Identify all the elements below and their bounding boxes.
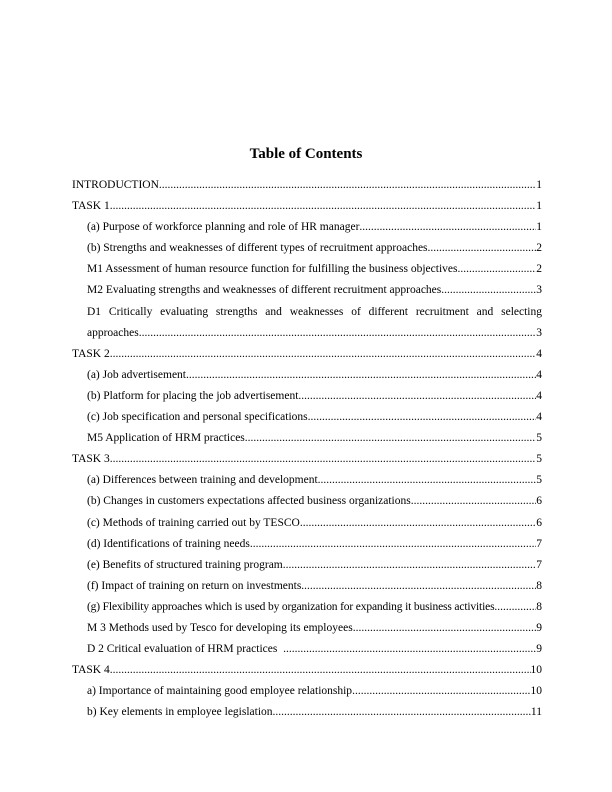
toc-entry-label: M5 Application of HRM practices <box>87 432 245 445</box>
toc-entry-label: TASK 1 <box>72 200 110 213</box>
dot-leader <box>110 660 531 681</box>
toc-entry-page: 11 <box>530 706 542 719</box>
toc-entry-task-3[interactable] <box>72 449 542 470</box>
dot-leader <box>273 702 531 723</box>
toc-entry-3f[interactable] <box>72 576 542 597</box>
toc-entry-2c[interactable] <box>72 407 542 428</box>
dot-leader <box>359 217 536 238</box>
toc-entry-page: 2 <box>536 242 542 255</box>
toc-entry-page: 10 <box>530 685 542 698</box>
toc-entry-page: 6 <box>536 516 542 529</box>
toc-entry-3c[interactable] <box>72 513 542 534</box>
toc-entry-page: 1 <box>536 221 542 234</box>
dot-leader <box>458 259 537 280</box>
toc-entry-introduction[interactable] <box>72 175 542 196</box>
toc-entry-page: 2 <box>536 263 542 276</box>
toc-entry-page: 9 <box>536 621 542 634</box>
toc-entry-label: (a) Job advertisement <box>87 368 186 381</box>
toc-entry-label: (b) Changes in customers expectations affected business organizations <box>87 495 411 508</box>
dot-leader <box>110 344 537 365</box>
dot-leader <box>283 639 536 660</box>
toc-entry-label: a) Importance of maintaining good employee relationship <box>87 685 353 698</box>
dot-leader <box>428 238 537 259</box>
dot-leader <box>298 386 536 407</box>
dot-leader <box>300 513 536 534</box>
toc-entry-label: (a) Differences between training and development <box>87 474 318 487</box>
dot-leader <box>411 491 537 512</box>
toc-entry-label: (b) Platform for placing the job advertisement <box>87 389 299 402</box>
toc-entry-page: 3 <box>536 284 542 297</box>
toc-entry-d1-line1[interactable] <box>72 302 542 323</box>
toc-entry-3d[interactable] <box>72 534 542 555</box>
dot-leader <box>245 428 536 449</box>
toc-entry-3e[interactable] <box>72 555 542 576</box>
toc-entry-1b[interactable] <box>72 238 542 259</box>
toc-entry-page: 8 <box>536 600 542 613</box>
toc-entry-page: 10 <box>530 664 542 677</box>
toc-entry-label: (g) Flexibility approaches which is used by organization for expanding it business activities <box>87 600 495 613</box>
toc-entry-d1-line2[interactable] <box>72 323 542 344</box>
toc-entry-page: 6 <box>536 495 542 508</box>
toc-entry-1a[interactable] <box>72 217 542 238</box>
toc-entry-d2[interactable] <box>72 639 542 660</box>
toc-entry-page: 8 <box>536 579 542 592</box>
toc-entry-label: (b) Strengths and weaknesses of different types of recruitment approaches <box>87 242 428 255</box>
toc-entry-label: D 2 Critical evaluation of HRM practices <box>87 643 284 656</box>
dot-leader <box>353 618 537 639</box>
toc-entry-page: 5 <box>536 453 542 466</box>
toc-entry-m2[interactable] <box>72 280 542 301</box>
toc-entry-4b[interactable] <box>72 702 542 723</box>
toc-entry-label: TASK 3 <box>72 453 110 466</box>
toc-entry-label: M 3 Methods used by Tesco for developing its employees <box>87 621 353 634</box>
toc-entry-page: 5 <box>536 474 542 487</box>
dot-leader <box>110 196 537 217</box>
toc-entry-label: TASK 4 <box>72 664 110 677</box>
dot-leader <box>250 534 536 555</box>
toc-entry-label: (c) Methods of training carried out by TESCO <box>87 516 300 529</box>
toc-entry-label: M2 Evaluating strengths and weaknesses of different recruitment approaches <box>87 284 442 297</box>
toc-entry-m1[interactable] <box>72 259 542 280</box>
toc-entry-m3[interactable] <box>72 618 542 639</box>
toc-entry-page: 5 <box>536 432 542 445</box>
toc-entry-task-1[interactable] <box>72 196 542 217</box>
dot-leader <box>301 576 536 597</box>
toc-entry-label-line2: approaches <box>87 326 139 339</box>
toc-entry-3a[interactable] <box>72 470 542 491</box>
toc-entry-page: 4 <box>536 368 542 381</box>
dot-leader <box>139 323 537 344</box>
toc-entry-label: (d) Identifications of training needs <box>87 537 250 550</box>
toc-entry-label: (c) Job specification and personal specifications <box>87 411 308 424</box>
toc-entry-label: M1 Assessment of human resource function for fulfilling the business objectives <box>87 263 458 276</box>
toc-entry-2b[interactable] <box>72 386 542 407</box>
toc-entry-task-4[interactable] <box>72 660 542 681</box>
toc-entry-page: 4 <box>536 389 542 402</box>
toc-title: Table of Contents <box>249 146 363 162</box>
table-of-contents <box>72 175 542 723</box>
dot-leader <box>186 365 536 386</box>
dot-leader <box>318 470 537 491</box>
toc-entry-page: 9 <box>536 643 542 656</box>
dot-leader <box>308 407 537 428</box>
toc-entry-label: (f) Impact of training on return on investments <box>87 579 302 592</box>
toc-entry-label: (a) Purpose of workforce planning and role of HR manager <box>87 221 360 234</box>
dot-leader <box>352 681 530 702</box>
toc-entry-page: 7 <box>536 558 542 571</box>
toc-entry-task-2[interactable] <box>72 344 542 365</box>
toc-entry-m5[interactable] <box>72 428 542 449</box>
toc-entry-page: 7 <box>536 537 542 550</box>
toc-entry-label: (e) Benefits of structured training program <box>87 558 283 571</box>
dot-leader <box>494 597 536 618</box>
toc-entry-3g[interactable] <box>72 597 542 618</box>
toc-entry-page: 1 <box>536 179 542 191</box>
toc-entry-label: b) Key elements in employee legislation <box>87 706 273 719</box>
toc-entry-page: 3 <box>536 326 542 339</box>
toc-entry-2a[interactable] <box>72 365 542 386</box>
dot-leader <box>283 555 536 576</box>
toc-entry-label: INTRODUCTION <box>72 179 159 191</box>
toc-entry-label-line1: D1 Critically evaluating strengths and weaknesses of different recruitment and selecting <box>87 305 542 318</box>
dot-leader <box>159 175 536 196</box>
toc-entry-label: TASK 2 <box>72 347 110 360</box>
dot-leader <box>441 280 536 301</box>
toc-entry-page: 4 <box>536 411 542 424</box>
dot-leader <box>110 449 537 470</box>
toc-entry-3b[interactable] <box>72 491 542 512</box>
toc-entry-page: 4 <box>536 347 542 360</box>
toc-entry-4a[interactable] <box>72 681 542 702</box>
toc-entry-page: 1 <box>536 200 542 213</box>
